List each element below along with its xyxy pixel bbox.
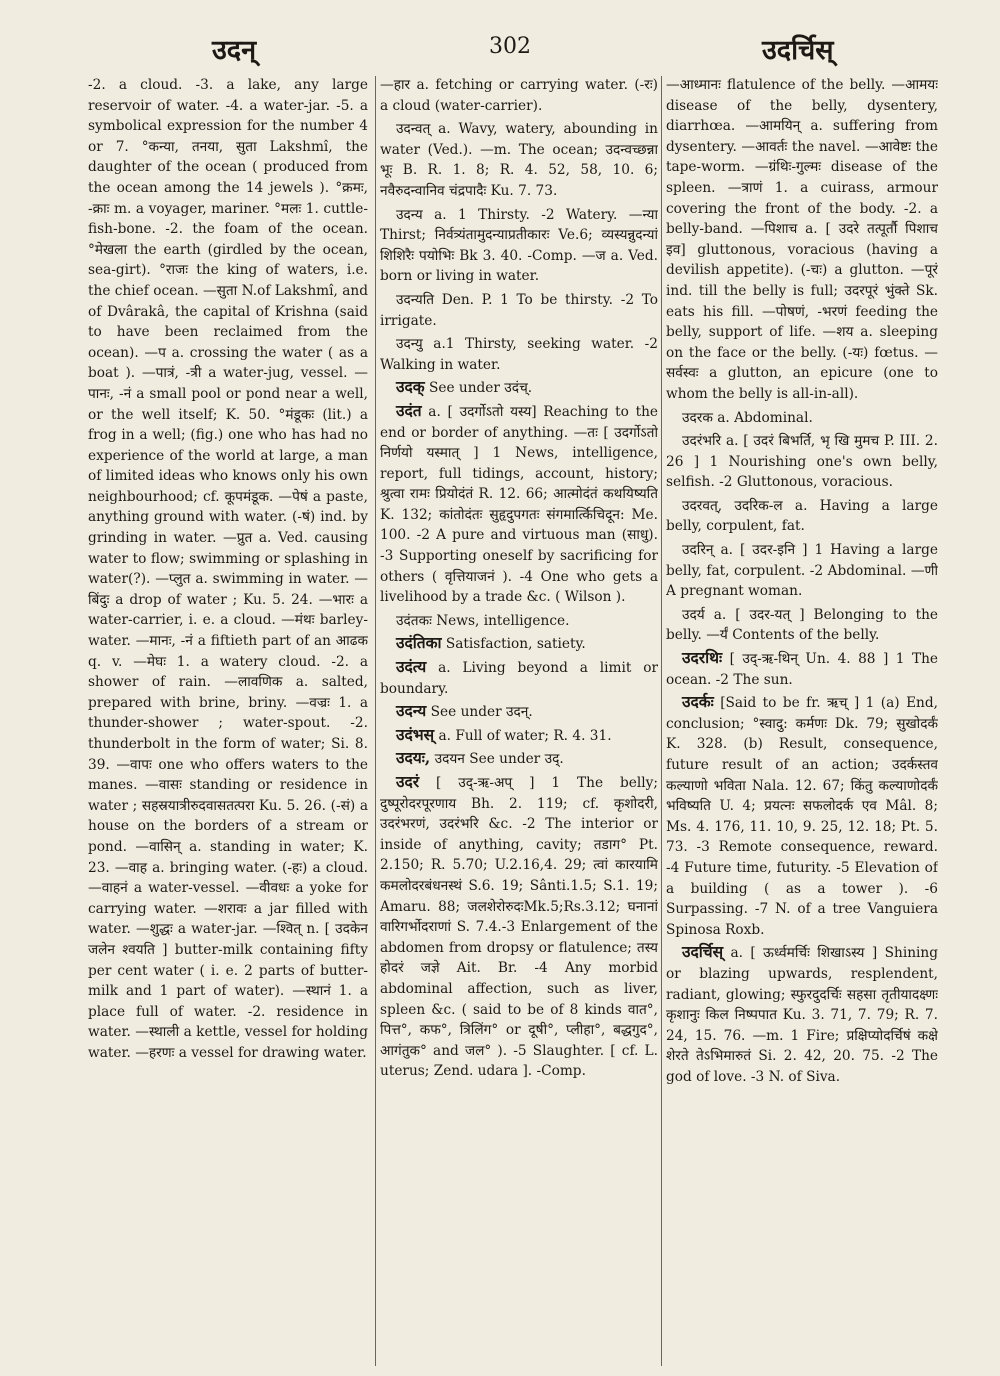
entry-text: a. Full of water; R. 4. 31. (434, 727, 612, 744)
entry-headword: उदरं (396, 772, 420, 791)
entry-headword: उदर्चिस् (682, 942, 724, 962)
entry-text: [ उद्-ऋ-अप् ] 1 The belly; दुष्पूरोदरपूरणाय Bh. 2. 119; cf. कृशोदरी, उदरंभरणं, उदरंभरि &c. -2 The interior or inside of anything, cavity; तडाग° Pt. 2.150; R. 5.70; U.2.16,4. 29; त्वां कारयामि कमलोदरबंधनस्थं S.6. 19; Sânti.1.5; S.1. 19; Amaru. 88; जलशेरोरुदःMk.5;Rs.3.12; घनानां वारिगर्भोदराणां S. 7.4.-3 Enlargement of the abdomen from dropsy or flatulence; तस्य होदरं जज्ञे Ait. Br. -4 Any morbid abdominal affection, such as liver, spleen &c. ( said to be of 8 kinds वात°, पित्त°, कफ°, त्रिलिंग° or दूषी°, प्लीहा°, बद्धगुद°, आगंतुक° and जल° ). -5 Slaughter. [ cf. L. uterus; Zend. udara ]. -Comp. (380, 775, 658, 1080)
dictionary-entry (666, 495, 938, 537)
dictionary-entry (380, 204, 658, 287)
column-middle (380, 74, 658, 1374)
column-divider (661, 76, 662, 1366)
entry-text: Satisfaction, satiety. (441, 636, 586, 653)
dictionary-entry (666, 942, 938, 1087)
entry-headword: उदंतिका (396, 633, 442, 653)
dictionary-entry (380, 657, 658, 699)
dictionary-entry (666, 692, 938, 940)
entry-text: a. Living beyond a limit or boundary. (380, 660, 658, 697)
header-right-guide-word: उदर्चिस् (762, 35, 834, 66)
dictionary-entry (380, 610, 658, 632)
entry-text: उदरवत्, उदरिक-ल a. Having a large belly, corpulent, fat. (666, 497, 938, 535)
entry-text: [ उद्-ऋ-थिन् Un. 4. 88 ] 1 The ocean. -2 The sun. (666, 651, 938, 688)
dictionary-entry (380, 701, 658, 723)
entry-text: उदन्यु a.1 Thirsty, seeking water. -2 Walking in water. (380, 336, 658, 373)
entry-text: a. [ ऊर्ध्वमर्चिः शिखाऽस्य ] Shining or blazing upwards, resplendent, radiant, glowing; स्फुरदुदर्चिः सहसा तृतीयादक्ष्णः कृशानुः किल निष्पपात Ku. 3. 71, 7. 79; R. 7. 24, 15. 76. —m. 1 Fire; प्रक्षिप्योदर्चिषं कक्षे शेरते तेऽभिमारुतं Si. 2. 42, 20. 75. -2 The god of love. -3 N. of Siva. (666, 945, 938, 1085)
entry-text: —आध्मानः flatulence of the belly. —आमयः disease of the belly, dysentery, diarrhœa. —आमयिन् a. suffering from dysentery. —आवर्तः the navel. —आवेष्टः the tape-worm. —ग्रंथिः-गुल्मः disease of the spleen. —त्राणं 1. a cuirass, armour covering the front of the body. -2. a belly-band. —पिशाच a. [ उदरे तत्पूर्तौ पिशाच इव] gluttonous, voracious (having a devilish appetite). (-चः) a glutton. —पूरं ind. till the belly is full; उदरपूरं भुंक्ते Sk. eats his fill. —पोषणं, -भरणं feeding the belly, support of life. —शय a. sleeping on the face or the belly. (-यः) fœtus. —सर्वस्वः a glutton, an epicure (one to whom the belly is all-in-all). (666, 77, 938, 402)
dictionary-entry (666, 604, 938, 646)
entry-headword: उदरथिः (682, 648, 723, 668)
entry-text: -2. a cloud. -3. a lake, any large reservoir of water. -4. a water-jar. -5. a symbolical expression for the number 4 or 7. °कन्या, तनया, सुता Lakshmî, the daughter of the ocean ( produced from the ocean among the 14 jewels ). °क्रमः, -क्राः m. a voyager, mariner. °मलः 1. cuttle-fish-bone. -2. the foam of the ocean. °मेखला the earth (girdled by the ocean, sea-girt). °राजः the king of waters, i.e. the chief ocean. —सुता N.of Lakshmî, and of Dvârakâ, the capital of Krishna (said to have been reclaimed from the ocean). —प a. crossing the water ( as a boat ). —पात्रं, -त्री a water-jug, vessel. —पानः, -नं a small pool or pond near a well, or the well itself; K. 50. °मंडूकः (lit.) a frog in a well; (fig.) one who has had no experience of the world at large, a man of limited ideas who knows only his own neighbourhood; cf. कूपमंडूक. —पेषं a paste, anything ground with water. (-षं) ind. by grinding in water. —प्रुत a. Ved. causing water to flow; swimming or splashing in water(?). —प्लुत a. swimming in water. —बिंदुः a drop of water ; Ku. 5. 24. —भारः a water-carrier, i. e. a cloud. —मंथः barley-water. —मानः, -नं a fiftieth part of an आढक q. v. —मेघः 1. a watery cloud. -2. a shower of rain. —लावणिक a. salted, prepared with brine, briny. —वज्रः 1. a thunder-shower ; water-spout. -2. thunderbolt in the form of water; Si. 8. 39. —वापः one who offers waters to the manes. —वासः standing or residence in water ; सहस्रयात्रीरुदवासतत्परा Ku. 5. 26. (-सं) a house on the borders of a stream or pond. —वासिन् a. standing in water; K. 23. —वाह a. bringing water. (-हः) a cloud. —वाहनं a water-vessel. —वीवधः a yoke for carrying water. —शरावः a jar filled with water. —शुद्धः a water-jar. —श्वित् n. [ उदकेन जलेन श्वयति ] butter-milk containing fifty per cent water ( i. e. 2 parts of butter-milk and 1 part of water). —स्थानं 1. a place full of water. -2. residence in water. —स्थाली a kettle, vessel for holding water. —हरणः a vessel for drawing water. (88, 77, 368, 1061)
dictionary-entry (380, 377, 658, 399)
entry-text: उदयन See under उद्. (430, 751, 564, 768)
dictionary-entry (666, 539, 938, 602)
dictionary-entry (380, 633, 658, 655)
entry-text: उदरक a. Abdominal. (682, 409, 813, 426)
dictionary-entry (666, 648, 938, 690)
entry-text: उदन्य a. 1 Thirsty. -2 Watery. —न्या Thirst; निर्वत्र्यंतामुदन्याप्रतीकारः Ve.6; व्यस्यन्नुदन्यां शिशिरैः पयोभिः Bk 3. 40. -Comp. —ज a. Ved. born or living in water. (380, 206, 658, 285)
entry-text: [Said to be fr. ऋच् ] 1 (a) End, conclusion; °स्वादु: कर्मणः Dk. 79; सुखोदर्कं K. 328. (b) Result, consequence, future result of an action; उदर्कस्तव कल्याणो भविता Nala. 12. 67; किंतु कल्याणोदर्कं भविष्यति U. 4; प्रयत्नः सफलोदर्क एव Mâl. 8; Ms. 4. 176, 11. 10, 9. 25, 12. 18; Pt. 5. 73. -3 Remote consequence, reward. -4 Future time, futurity. -5 Elevation of a building ( as a tower ). -6 Surpassing. -7 N. of a tree Vanguiera Spinosa Roxb. (666, 695, 938, 938)
dictionary-entry (380, 118, 658, 201)
entry-text: a. [ उदर्गोऽतो यस्य] Reaching to the end or border of anything. —तः [ उदर्गोऽतो निर्णयो यस्मात् ] 1 News, intelligence, report, full tidings, account, history; श्रुत्वा रामः प्रियोदंतं R. 12. 66; आत्मोदंतं कथयिष्यति K. 132; कांतोदंतः सुहृदुपगतः संगमार्त्किचिदून: Me. 100. -2 A pure and virtuous man (साधु). -3 Supporting oneself by sacrificing for others ( वृत्तियाजनं ). -4 One who gets a livelihood by a trade &c. ( Wilson ). (380, 403, 658, 606)
entry-headword: उदन्य (396, 701, 427, 721)
column-right (666, 74, 938, 1374)
dictionary-entry (380, 74, 658, 116)
dictionary-entry (380, 748, 658, 770)
entry-text: उदन्यति Den. P. 1 To be thirsty. -2 To irrigate. (380, 291, 658, 329)
header-left-guide-word: उदन् (212, 35, 257, 66)
entry-headword: उदक् (396, 377, 425, 397)
dictionary-entry (380, 772, 658, 1082)
entry-text: उदरिन् a. [ उदर-इनि ] 1 Having a large belly, fat, corpulent. -2 Abdominal. —णी A pregnant woman. (666, 542, 938, 600)
dictionary-entry (666, 430, 938, 493)
entry-headword: उदंभस् (396, 724, 435, 744)
dictionary-entry (380, 289, 658, 331)
entry-text: See under उदंच्. (424, 380, 533, 397)
entry-text: उदरंभरि a. [ उदरं बिभर्ति, भृ खि मुमच P. III. 2. 26 ] 1 Nourishing one's own belly, selfish. -2 Gluttonous, voracious. (666, 433, 938, 491)
entry-text: उदन्वत् a. Wavy, watery, abounding in water (Ved.). —m. The ocean; उदन्वच्छन्ना भूः B. R. 1. 8; R. 4. 52, 58, 10. 6; नवैरुदन्वानिव चंद्रपादैः Ku. 7. 73. (380, 121, 658, 199)
entry-headword: उदंत (396, 400, 422, 420)
dictionary-entry (88, 74, 368, 1064)
entry-text: See under उदन्. (426, 704, 533, 721)
dictionary-entry (666, 407, 938, 429)
entry-text: उदंतकः News, intelligence. (396, 612, 570, 629)
page-number: 302 (489, 34, 531, 59)
entry-text: उदर्य a. [ उदर-यत् ] Belonging to the belly. —र्यं Contents of the belly. (666, 606, 938, 644)
entry-text: —हार a. fetching or carrying water. (-रः) a cloud (water-carrier). (380, 77, 658, 114)
entry-headword: उदंत्य (396, 657, 427, 677)
entry-headword: उदर्कः (682, 692, 714, 712)
entry-headword: उदयः, (396, 748, 431, 768)
dictionary-entry (380, 333, 658, 375)
page-header (0, 28, 1000, 72)
column-left (88, 74, 368, 1374)
dictionary-entry (380, 401, 658, 608)
dictionary-entry (380, 725, 658, 747)
dictionary-entry (666, 74, 938, 405)
column-divider (375, 76, 376, 1366)
